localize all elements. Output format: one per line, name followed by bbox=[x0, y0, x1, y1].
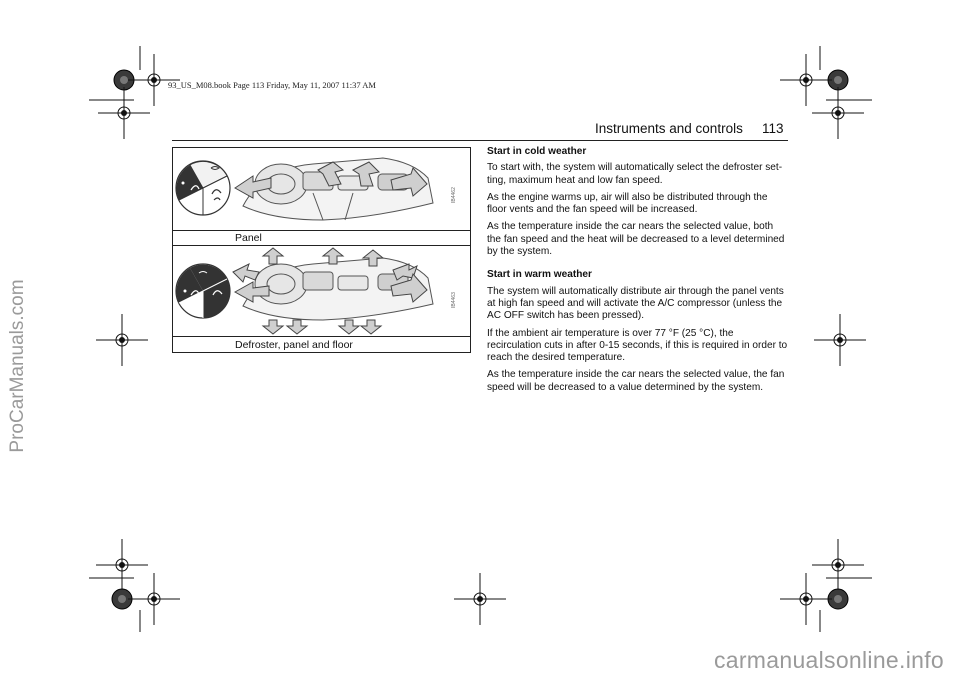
paragraph: The system will automatically distribute air through the panel vents at high fan speed and will activate the A/C compressor (unless the AC OFF switch has been pressed). bbox=[487, 285, 784, 322]
bottom-watermark: carmanualsonline.info bbox=[713, 647, 944, 673]
figure-panel-illustration bbox=[173, 148, 470, 230]
crosshair-bottom-right-1 bbox=[812, 539, 864, 591]
body-text-column bbox=[487, 146, 788, 399]
page-number: 113 bbox=[762, 121, 784, 136]
paragraph: As the temperature inside the car nears the selected value, the fan speed will be decreased to a value determined by the system. bbox=[487, 369, 785, 393]
figure-defroster-id: IB4463 bbox=[451, 292, 457, 308]
figure-defroster-illustration bbox=[173, 246, 470, 336]
crosshair-top-left-2 bbox=[98, 87, 150, 139]
figure-defroster-rule bbox=[173, 336, 470, 337]
figure-defroster-caption: Defroster, panel and floor bbox=[235, 339, 353, 351]
crosshair-bottom-right-2 bbox=[780, 573, 832, 625]
crosshair-mid-right bbox=[814, 314, 866, 366]
paragraph: To start with, the system will automatically select the defroster set-ting, maximum heat and low fan speed. bbox=[487, 162, 783, 186]
figure-box bbox=[172, 147, 471, 353]
crosshair-bottom-center bbox=[454, 573, 506, 625]
header-rule bbox=[172, 140, 788, 141]
mode-knob-icon-2 bbox=[176, 264, 230, 318]
crosshair-bottom-left-2 bbox=[128, 573, 180, 625]
crosshair-top-right-2 bbox=[812, 87, 864, 139]
figure-panel-caption: Panel bbox=[235, 232, 262, 244]
heading-warm-weather: Start in warm weather bbox=[487, 269, 592, 281]
figure-panel-id: IB4462 bbox=[451, 187, 457, 203]
side-watermark: ProCarManuals.com bbox=[7, 279, 28, 453]
paragraph: If the ambient air temperature is over 77 °F (25 °C), the recirculation cuts in after 0-15 seconds, if this is required in order to reach the desired temperature. bbox=[487, 327, 788, 364]
mode-knob-icon bbox=[176, 161, 230, 215]
page-header-title: Instruments and controls bbox=[595, 121, 743, 136]
paragraph: As the engine warms up, air will also be distributed through the floor vents and the fan speed will be increased. bbox=[487, 191, 768, 216]
paragraph: As the temperature inside the car nears the selected value, both the fan speed and the heat will be decreased to a level determined by the system. bbox=[487, 221, 785, 258]
heading-cold-weather: Start in cold weather bbox=[487, 146, 587, 157]
crosshair-bottom-left-1 bbox=[96, 539, 148, 591]
figure-panel-rule bbox=[173, 230, 470, 231]
crosshair-top-right-1 bbox=[780, 54, 832, 106]
book-info-line: 93_US_M08.book Page 113 Friday, May 11, 2007 11:37 AM bbox=[168, 80, 376, 90]
crosshair-mid-left bbox=[96, 314, 148, 366]
